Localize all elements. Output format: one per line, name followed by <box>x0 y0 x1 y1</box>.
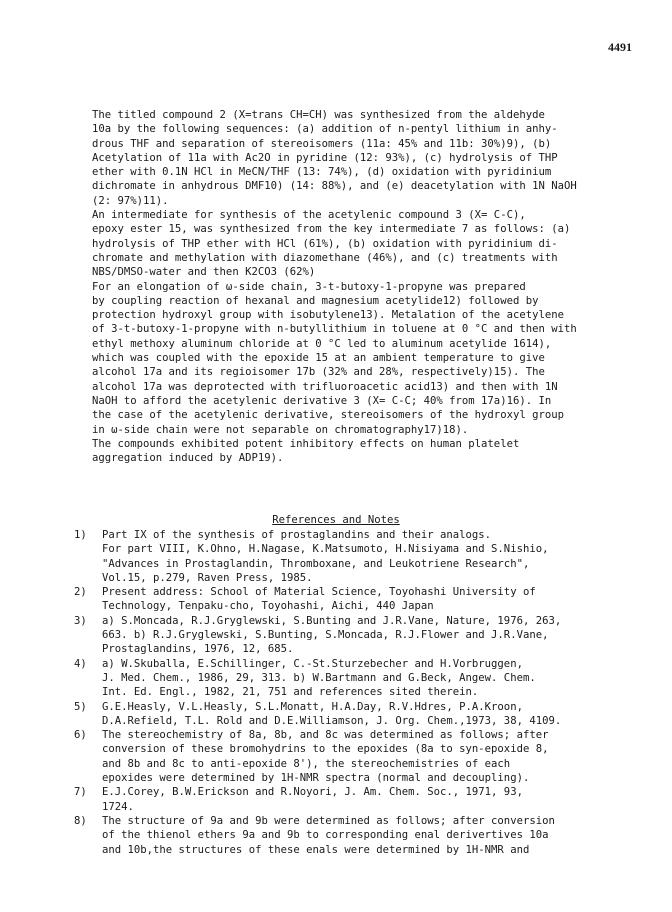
reference-item <box>74 657 644 700</box>
reference-text: a) W.Skuballa, E.Schillinger, C.-St.Sturzebecher and H.Vorbruggen, J. Med. Chem., 1986, 29, 313. b) W.Bartmann and G.Beck, Angew. Chem. Int. Ed. Engl., 1982, 21, 751 and references sited therein. <box>102 657 536 699</box>
reference-text: The structure of 9a and 9b were determined as follows; after conversion of the thienol ethers 9a and 9b to corresponding enal derivertives 10a and 10b,the structures of these enals were determined by 1H-NMR and <box>102 814 555 856</box>
reference-item <box>74 585 644 614</box>
paragraph: The compounds exhibited potent inhibitory effects on human platelet aggregation induced by ADP19). <box>92 437 520 465</box>
page-number: 4491 <box>608 40 632 54</box>
reference-number: 6) <box>74 729 87 742</box>
reference-number: 1) <box>74 529 87 541</box>
reference-number: 4) <box>74 657 87 670</box>
body-text <box>60 108 640 465</box>
reference-text: Present address: School of Material Science, Toyohashi University of Technology, Tenpaku-cho, Toyohashi, Aichi, 440 Japan <box>102 586 536 613</box>
reference-number: 2) <box>74 586 87 599</box>
reference-number: 7) <box>74 786 87 799</box>
reference-item <box>74 728 644 785</box>
reference-item <box>74 700 644 729</box>
paragraph: For an elongation of ω-side chain, 3-t-butoxy-1-propyne was prepared by coupling reaction of hexanal and magnesium acetylide12) followed by protection hydroxyl group with isobutylene13). Metalation of the acetylene of 3-t-butoxy-1-propyne with n-butyllithium in toluene at 0 °C and then with ethyl methoxy aluminum chloride at 0 °C led to aluminum acetylide 1614), which was coupled with the epoxide 15 at an ambient temperature to give alcohol 17a and its regioisomer 17b (32% and 28%, respectively)15). The alcohol 17a was deprotected with trifluoroacetic acid13) and then with 1N NaOH to afford the acetylenic derivative 3 (X= C-C; 40% from 17a)16). In the case of the acetylenic derivative, stereoisomers of the hydroxyl group in ω-side chain were not separable on chromatography17)18). <box>92 280 577 436</box>
reference-text: Part IX of the synthesis of prostaglandins and their analogs. For part VIII, K.Ohno, H.Nagase, K.Matsumoto, H.Nisiyama and S.Nishio, "Advances in Prostaglandin, Thromboxane, and Leukotriene Research", Vol.15, p.279, Raven Press, 1985. <box>102 529 549 584</box>
reference-number: 8) <box>74 814 87 827</box>
reference-item <box>74 814 644 857</box>
reference-text: a) S.Moncada, R.J.Gryglewski, S.Bunting and J.R.Vane, Nature, 1976, 263, 663. b) R.J.Gryglewski, S.Bunting, S.Moncada, R.J.Flower and J.R.Vane, Prostaglandins, 1976, 12, 685. <box>102 614 562 656</box>
reference-item <box>74 614 644 657</box>
paragraph: The titled compound 2 (X=trans CH=CH) was synthesized from the aldehyde 10a by the following sequences: (a) addition of n-pentyl lithium in anhy- drous THF and separation of stereoisomers (11a: 45% and 11b: 30%)9), (b) Acetylation of 11a with Ac2O in pyridine (12: 93%), (c) hydrolysis of THP ether with 0.1N HCl in MeCN/THF (13: 74%), (d) oxidation with pyridinium dichromate in anhydrous DMF10) (14: 88%), and (e) deacetylation with 1N NaOH (2: 97%)11). <box>92 109 577 207</box>
reference-item <box>74 528 644 585</box>
references-title: References and Notes <box>272 514 400 526</box>
reference-item <box>74 785 644 814</box>
references-list <box>74 528 644 857</box>
reference-text: The stereochemistry of 8a, 8b, and 8c was determined as follows; after conversion of these bromohydrins to the epoxides (8a to syn-epoxide 8, and 8b and 8c to anti-epoxide 8'), the stereochemistries of each epoxides were determined by 1H-NMR spectra (normal and decoupling). <box>102 729 549 785</box>
reference-number: 3) <box>74 614 87 627</box>
paragraph: An intermediate for synthesis of the acetylenic compound 3 (X= C-C), epoxy ester 15, was synthesized from the key intermediate 7 as follows: (a) hydrolysis of THP ether with HCl (61%), (b) oxidation with pyridinium di- chromate and methylation with diazomethane (46%), and (c) treatments with NBS/DMSO-water and then K2CO3 (62%) <box>92 209 571 279</box>
reference-number: 5) <box>74 700 87 713</box>
reference-text: G.E.Heasly, V.L.Heasly, S.L.Monatt, H.A.Day, R.V.Hdres, P.A.Kroon, D.A.Refield, T.L. Rold and D.E.Williamson, J. Org. Chem.,1973, 38, 4109. <box>102 700 562 727</box>
reference-text: E.J.Corey, B.W.Erickson and R.Noyori, J. Am. Chem. Soc., 1971, 93, 1724. <box>102 786 523 813</box>
